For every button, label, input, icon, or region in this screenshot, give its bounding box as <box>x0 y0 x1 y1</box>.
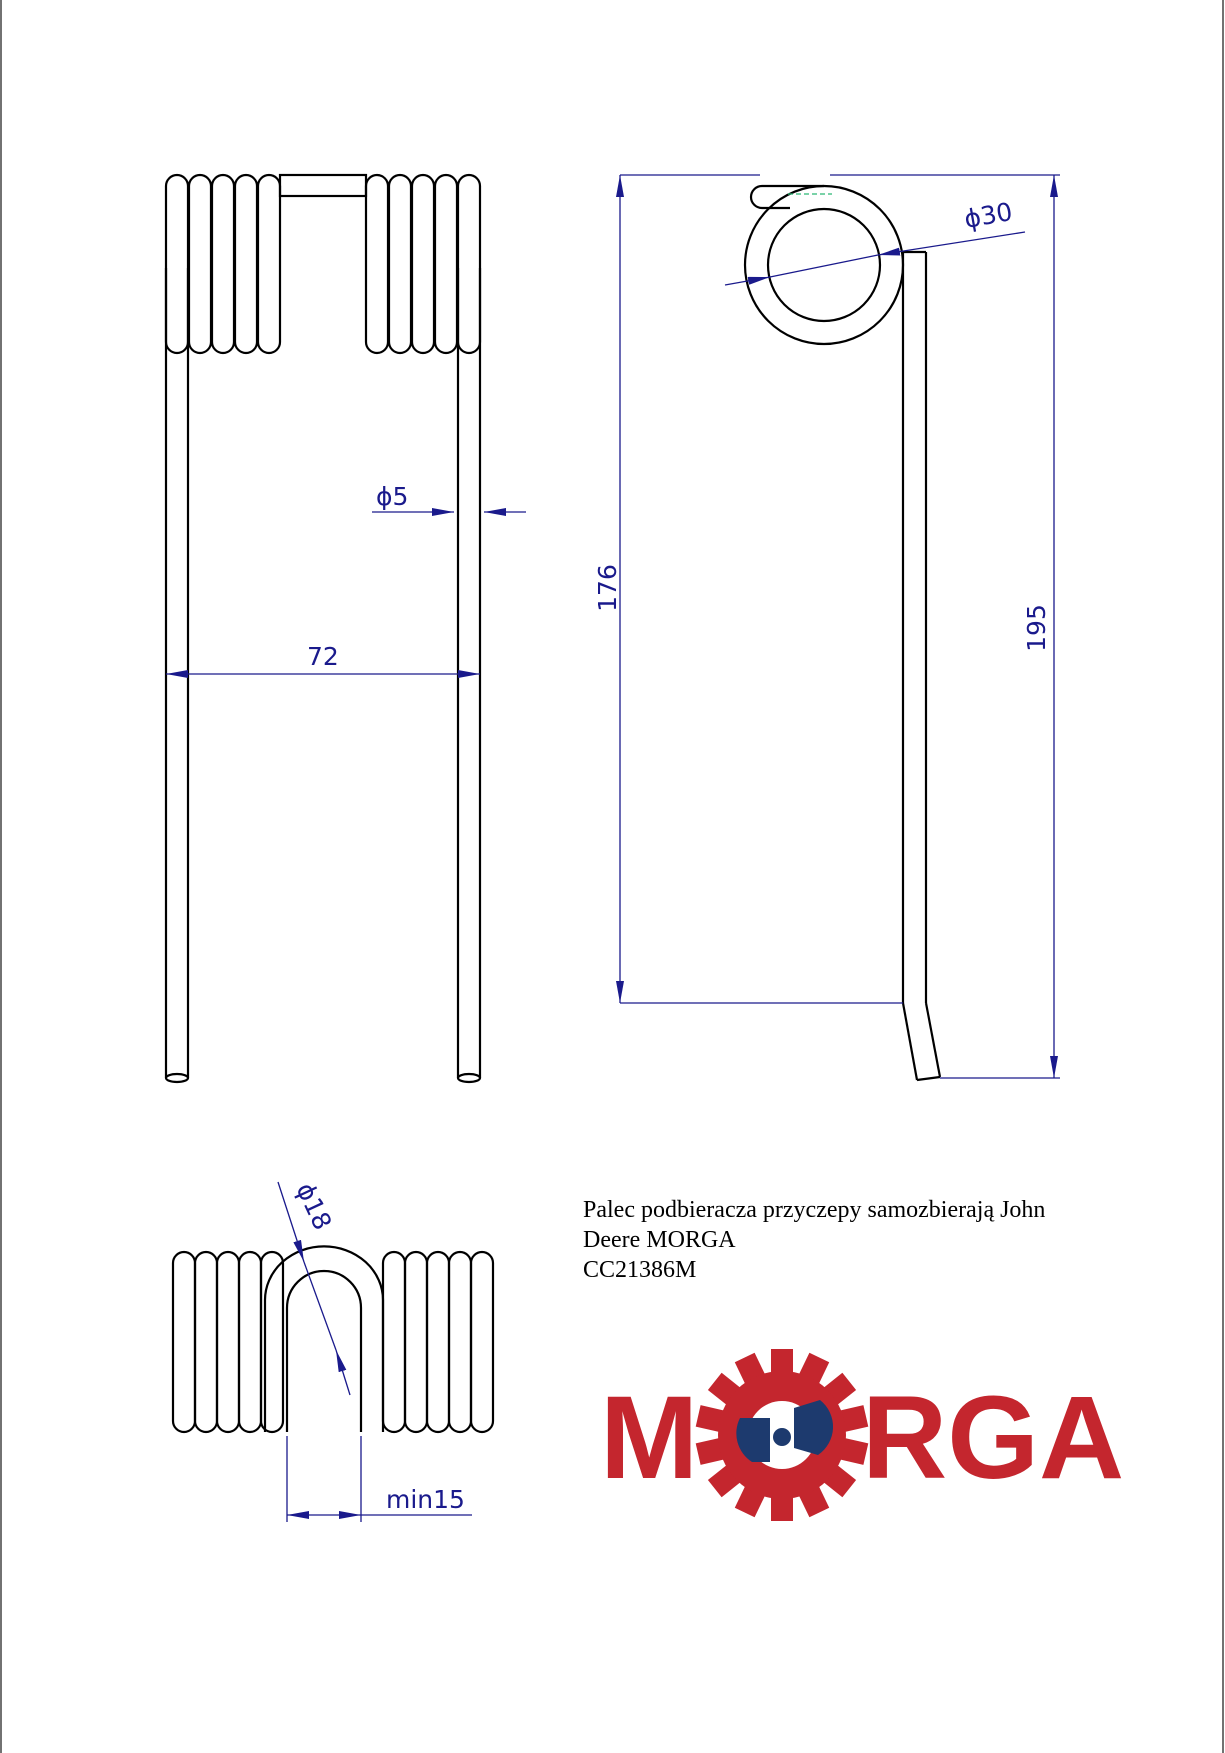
dim-loop-diameter <box>278 1178 350 1395</box>
dim-wire-diameter <box>372 482 526 512</box>
logo-text-right: RGA <box>862 1372 1125 1504</box>
description-line-2: Deere MORGA <box>583 1227 736 1253</box>
part-number: CC21386M <box>583 1257 697 1283</box>
left-coil <box>166 175 280 353</box>
top-left-coil <box>173 1252 283 1432</box>
top-right-coil <box>383 1252 493 1432</box>
inner-height-label: 176 <box>593 564 622 612</box>
dim-total-height <box>830 175 1060 1078</box>
total-height-label: 195 <box>1022 604 1051 652</box>
side-view <box>745 186 940 1080</box>
dim-inner-height <box>593 175 903 1003</box>
front-view <box>166 175 480 1082</box>
wire-diameter-label: ϕ5 <box>376 482 409 511</box>
right-coil <box>366 175 480 353</box>
morga-logo <box>600 1349 1124 1521</box>
min-gap-label: min15 <box>386 1485 465 1514</box>
dim-tine-spacing <box>166 642 480 674</box>
top-view <box>173 1246 493 1432</box>
logo-text-left: M <box>600 1372 699 1504</box>
tine-spacing-label: 72 <box>307 642 339 671</box>
description-line-1: Palec podbieracza przyczepy samozbierają John <box>583 1197 1046 1223</box>
dim-min-gap <box>287 1436 472 1522</box>
part-description <box>583 1195 1143 1285</box>
gear-icon <box>696 1349 869 1521</box>
eye-diameter-label: ϕ30 <box>962 196 1015 234</box>
loop-diameter-label: ϕ18 <box>290 1178 338 1235</box>
